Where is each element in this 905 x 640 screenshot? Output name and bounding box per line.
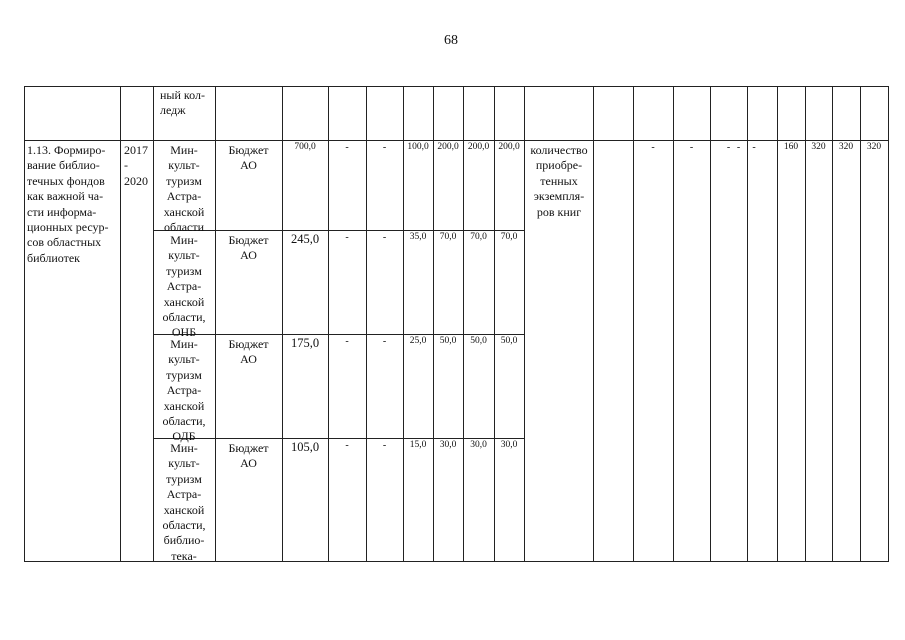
total-cell: 700,0	[294, 142, 316, 152]
indicator-dash: -	[689, 142, 694, 153]
value-cell: 50,0	[470, 336, 487, 346]
value-cell: 200,0	[437, 142, 459, 152]
executor-cell: Мин- культ- туризм Астра- ханской области, ОДБ	[162, 337, 206, 444]
indicator-value: 320	[811, 142, 826, 152]
value-cell: 200,0	[498, 142, 520, 152]
indicator-dash: -	[651, 142, 655, 153]
total-cell: 175,0	[290, 336, 320, 350]
value-cell: 50,0	[439, 336, 457, 346]
indicator-dash: -	[736, 142, 741, 153]
dash-cell: -	[382, 336, 387, 347]
indicator-name: количество приобре- тенных экземпля- ров книг	[530, 143, 588, 219]
dash-cell: -	[345, 440, 349, 451]
total-cell: 245,0	[290, 232, 320, 246]
executor-cell: Мин- культ- туризм Астра- ханской области	[163, 143, 205, 235]
value-cell: 30,0	[439, 440, 457, 450]
funding-source-cell: Бюджет АО	[228, 143, 269, 173]
task-name: 1.13. Формиро- вание библио- течных фондов как важной ча- сти информа- ционных ресур- сов областных библиотек	[27, 143, 109, 265]
funding-source-cell: Бюджет АО	[228, 337, 269, 367]
funding-source-cell: Бюджет АО	[228, 441, 269, 471]
value-cell: 30,0	[470, 440, 487, 450]
value-cell: 25,0	[409, 336, 427, 346]
task-period: 2017 - 2020	[124, 143, 148, 188]
dash-cell: -	[382, 232, 387, 243]
value-cell: 15,0	[409, 440, 427, 450]
value-cell: 30,0	[500, 440, 518, 450]
indicator-value: 160	[783, 142, 799, 152]
indicator-value: 320	[866, 142, 882, 152]
total-cell: 105,0	[290, 440, 320, 454]
dash-cell: -	[345, 232, 349, 243]
dash-cell: -	[382, 440, 387, 451]
indicator-dash: -	[726, 142, 731, 153]
executor-cell: Мин- культ- туризм Астра- ханской области, библио- тека-	[162, 441, 206, 563]
dash-cell: -	[382, 142, 387, 153]
value-cell: 100,0	[407, 142, 429, 152]
indicator-dash: -	[752, 142, 756, 153]
executor-cell: Мин- культ- туризм Астра- ханской области, ОНБ	[162, 233, 206, 340]
indicator-value: 320	[838, 142, 854, 152]
value-cell: 50,0	[500, 336, 518, 346]
value-cell: 70,0	[439, 232, 457, 242]
page-number: 68	[444, 33, 458, 48]
value-cell: 70,0	[470, 232, 487, 242]
value-cell: 35,0	[409, 232, 427, 242]
dash-cell: -	[345, 142, 349, 153]
dash-cell: -	[345, 336, 349, 347]
header-executor-continuation: ный кол- ледж	[160, 88, 205, 118]
funding-source-cell: Бюджет АО	[228, 233, 269, 263]
value-cell: 200,0	[467, 142, 490, 152]
value-cell: 70,0	[500, 232, 518, 242]
